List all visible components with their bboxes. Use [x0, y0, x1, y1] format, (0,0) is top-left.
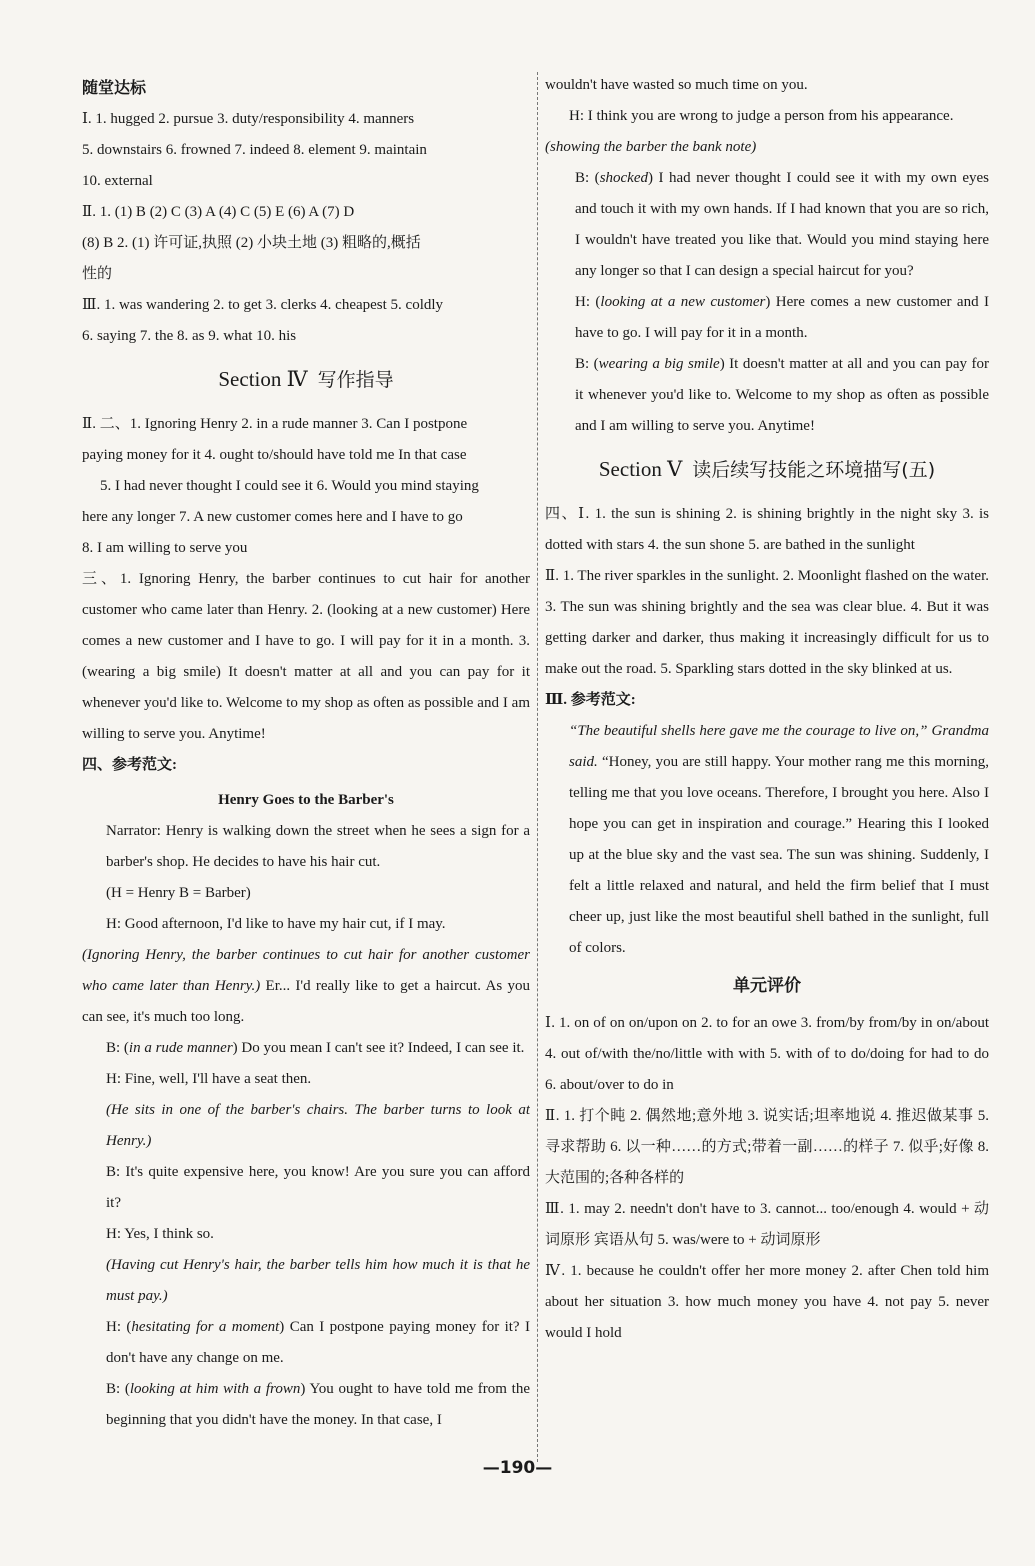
stage-direction: (Having cut Henry's hair, the barber tells him how much it is that he must pay.)	[106, 1257, 530, 1304]
dialogue-line	[82, 940, 530, 1033]
answer-line: Ⅱ. 1. (1) B (2) C (3) A (4) C (5) E (6) A (7) D	[82, 204, 355, 220]
speaker: H: (	[575, 294, 601, 310]
stage-direction: (He sits in one of the barber's chairs. The barber turns to look at Henry.)	[106, 1102, 530, 1149]
speaker: H: (	[106, 1319, 132, 1335]
character-key: (H = Henry B = Barber)	[106, 885, 251, 901]
speaker: B: (	[575, 356, 599, 372]
answer-line: 8. I am willing to serve you	[82, 540, 248, 556]
section-5-answers-2: Ⅱ. 1. The river sparkles in the sunlight. 2. Moonlight flashed on the water. 3. The sun was shining brightly and the sea was clear blue. 4. But it was getting darker and darker, thus making it increasingly difficult for us to make out the road. 5. Sparkling stars dotted in the sky blinked at us.	[545, 568, 989, 677]
speaker: B: (	[106, 1381, 130, 1397]
dialogue-text: ) You ought to have told me from the beginning that you didn't have the money. In that case, I	[106, 1381, 530, 1428]
dialogue-line: B: It's quite expensive here, you know! Are you sure you can afford it?	[106, 1164, 530, 1211]
dialogue-line: H: Fine, well, I'll have a seat then.	[106, 1071, 312, 1087]
dialogue-text: Er... I'd really like to get a haircut. As you can see, it's much too long.	[82, 978, 530, 1025]
dialogue-text: ) Do you mean I can't see it? Indeed, I can see it.	[232, 1040, 525, 1056]
answer-line: 10. external	[82, 173, 153, 189]
answer-line: Ⅰ. 1. hugged 2. pursue 3. duty/responsibility 4. manners	[82, 111, 415, 127]
dialogue-line	[82, 1250, 530, 1312]
answer-line: Ⅲ. 1. was wandering 2. to get 3. clerks 4. cheapest 5. coldly	[82, 297, 444, 313]
speaker: B: (	[575, 170, 600, 186]
dialogue-line	[545, 163, 989, 287]
stage-direction: looking at a new customer	[600, 294, 766, 310]
stage-direction: (Ignoring Henry, the barber continues to cut hair for another customer who came later than Henry.)	[82, 947, 530, 994]
answer-line: paying money for it 4. ought to/should have told me In that case	[82, 447, 467, 463]
section-4-en: Section Ⅳ	[218, 367, 308, 391]
essay-opening: “The beautiful shells here gave me the courage to live on,” Grandma said.	[569, 723, 989, 770]
page-number: —190—	[482, 1458, 553, 1478]
stage-direction: in a rude manner	[128, 1040, 233, 1056]
section-4-title	[82, 364, 530, 395]
answer-line: Ⅱ. 二、1. Ignoring Henry 2. in a rude manner 3. Can I postpone	[82, 416, 468, 432]
unit-answers-2: Ⅱ. 1. 打个盹 2. 偶然地;意外地 3. 说实话;坦率地说 4. 推迟做某事 5. 寻求帮助 6. 以一种……的方式;带着一副……的样子 7. 似乎;好像 8. 大范围的;各种各样的	[545, 1108, 989, 1186]
section-5-en: Section Ⅴ	[598, 457, 683, 481]
stage-direction: wearing a big smile	[598, 356, 720, 372]
section-5-answers-1: 四、Ⅰ. 1. the sun is shining 2. is shining brightly in the night sky 3. is dotted with stars 4. the sun shone 5. are bathed in the sunlight	[545, 506, 989, 553]
stage-direction: shocked	[599, 170, 648, 186]
dialogue-line	[82, 1095, 530, 1157]
dialogue-line: H: Good afternoon, I'd like to have my hair cut, if I may.	[106, 916, 446, 932]
dialogue-line	[82, 1374, 530, 1436]
stage-direction: hesitating for a moment	[131, 1319, 280, 1335]
answer-lines-1	[82, 104, 530, 352]
stage-direction: looking at him with a frown	[129, 1381, 301, 1397]
dialogue-line	[545, 287, 989, 349]
dialogue-line: wouldn't have wasted so much time on you.	[545, 77, 808, 93]
answer-line: 性的	[82, 266, 113, 282]
dialogue-line	[545, 132, 989, 163]
answer-line: (8) B 2. (1) 许可证,执照 (2) 小块土地 (3) 粗略的,概括	[82, 235, 421, 251]
section-san-answers: 三、1. Ignoring Henry, the barber continues to cut hair for another customer who came later than Henry. 2. (looking at a new customer) Here comes a new customer and I have to go. I will pay for it in a month. 3. (wearing a big smile) It doesn't matter at all and you can pay for it whenever you'd like to. Welcome to my shop as often as possible and I am willing to serve you. Anytime!	[82, 571, 530, 742]
essay-body: “Honey, you are still happy. Your mother rang me this morning, telling me that you love oceans. Therefore, I brought you here. Also I hope you can get in inspiration and courage.” Hearing this I looked up at the blue sky and the vast sea. The sun was shining. Suddenly, I felt a little relaxed and natural, and held the firm belief that I must cheer up, just like the most beautiful shell bathed in the sunlight, full of colors.	[569, 754, 989, 956]
unit-answers-3: Ⅲ. 1. may 2. needn't don't have to 3. cannot... too/enough 4. would + 动词原形 宾语从句 5. was/were to + 动词原形	[545, 1201, 989, 1248]
dialogue-text: ) Here comes a new customer and I have to go. I will pay for it in a month.	[575, 294, 989, 341]
unit-answers-1: Ⅰ. 1. on of on on/upon on 2. to for an owe 3. from/by from/by in on/about 4. out of/with the/no/little with with 5. with of to do/doing for had to do 6. about/over to do in	[545, 1015, 989, 1093]
answer-line: 5. downstairs 6. frowned 7. indeed 8. element 9. maintain	[82, 142, 427, 158]
sample-essay	[545, 716, 989, 964]
answer-line: here any longer 7. A new customer comes here and I have to go	[82, 509, 463, 525]
heading-suitang: 随堂达标	[82, 78, 147, 97]
dialogue-line: H: I think you are wrong to judge a person from his appearance.	[569, 108, 954, 124]
right-column	[545, 70, 989, 1349]
answer-lines-2	[82, 409, 530, 564]
speaker: B: (	[106, 1040, 129, 1056]
column-divider	[537, 72, 538, 1462]
dialogue-line	[82, 1312, 530, 1374]
stage-direction: (showing the barber the bank note)	[545, 139, 757, 155]
section-5-title	[545, 454, 989, 485]
dialogue-text: ) Can I postpone paying money for it? I don't have any change on me.	[106, 1319, 530, 1366]
left-column	[82, 70, 530, 1436]
section-4-cn: 写作指导	[317, 369, 394, 391]
sample-essay-label: 四、参考范文:	[82, 757, 177, 773]
dialogue-line	[545, 349, 989, 442]
answer-line: 6. saying 7. the 8. as 9. what 10. his	[82, 328, 297, 344]
dialogue-text: ) It doesn't matter at all and you can pay for it whenever you'd like to. Welcome to my shop as often as possible and I am willing to serve you. Anytime!	[575, 356, 989, 434]
article-title: Henry Goes to the Barber's	[218, 792, 394, 808]
dialogue-text: ) I had never thought I could see it with my own eyes and touch it with my own hands. If I had known that you are so rich, I wouldn't have treated you like that. Would you mind staying here any longer so that I can design a special haircut for you?	[575, 170, 989, 279]
dialogue-line	[82, 1033, 530, 1064]
section-5-cn: 读后续写技能之环境描写(五)	[692, 459, 936, 481]
unit-answers-4: Ⅳ. 1. because he couldn't offer her more money 2. after Chen told him about her situation 3. how much money you have 4. not pay 5. never would I hold	[545, 1263, 989, 1341]
answer-line: 5. I had never thought I could see it 6. Would you mind staying	[100, 478, 479, 494]
narrator-paragraph: Narrator: Henry is walking down the street when he sees a sign for a barber's shop. He decides to have his hair cut.	[106, 823, 530, 870]
sample-essay-label-2: Ⅲ. 参考范文:	[545, 692, 636, 708]
unit-evaluation-title: 单元评价	[733, 976, 801, 996]
dialogue-line: H: Yes, I think so.	[106, 1226, 214, 1242]
